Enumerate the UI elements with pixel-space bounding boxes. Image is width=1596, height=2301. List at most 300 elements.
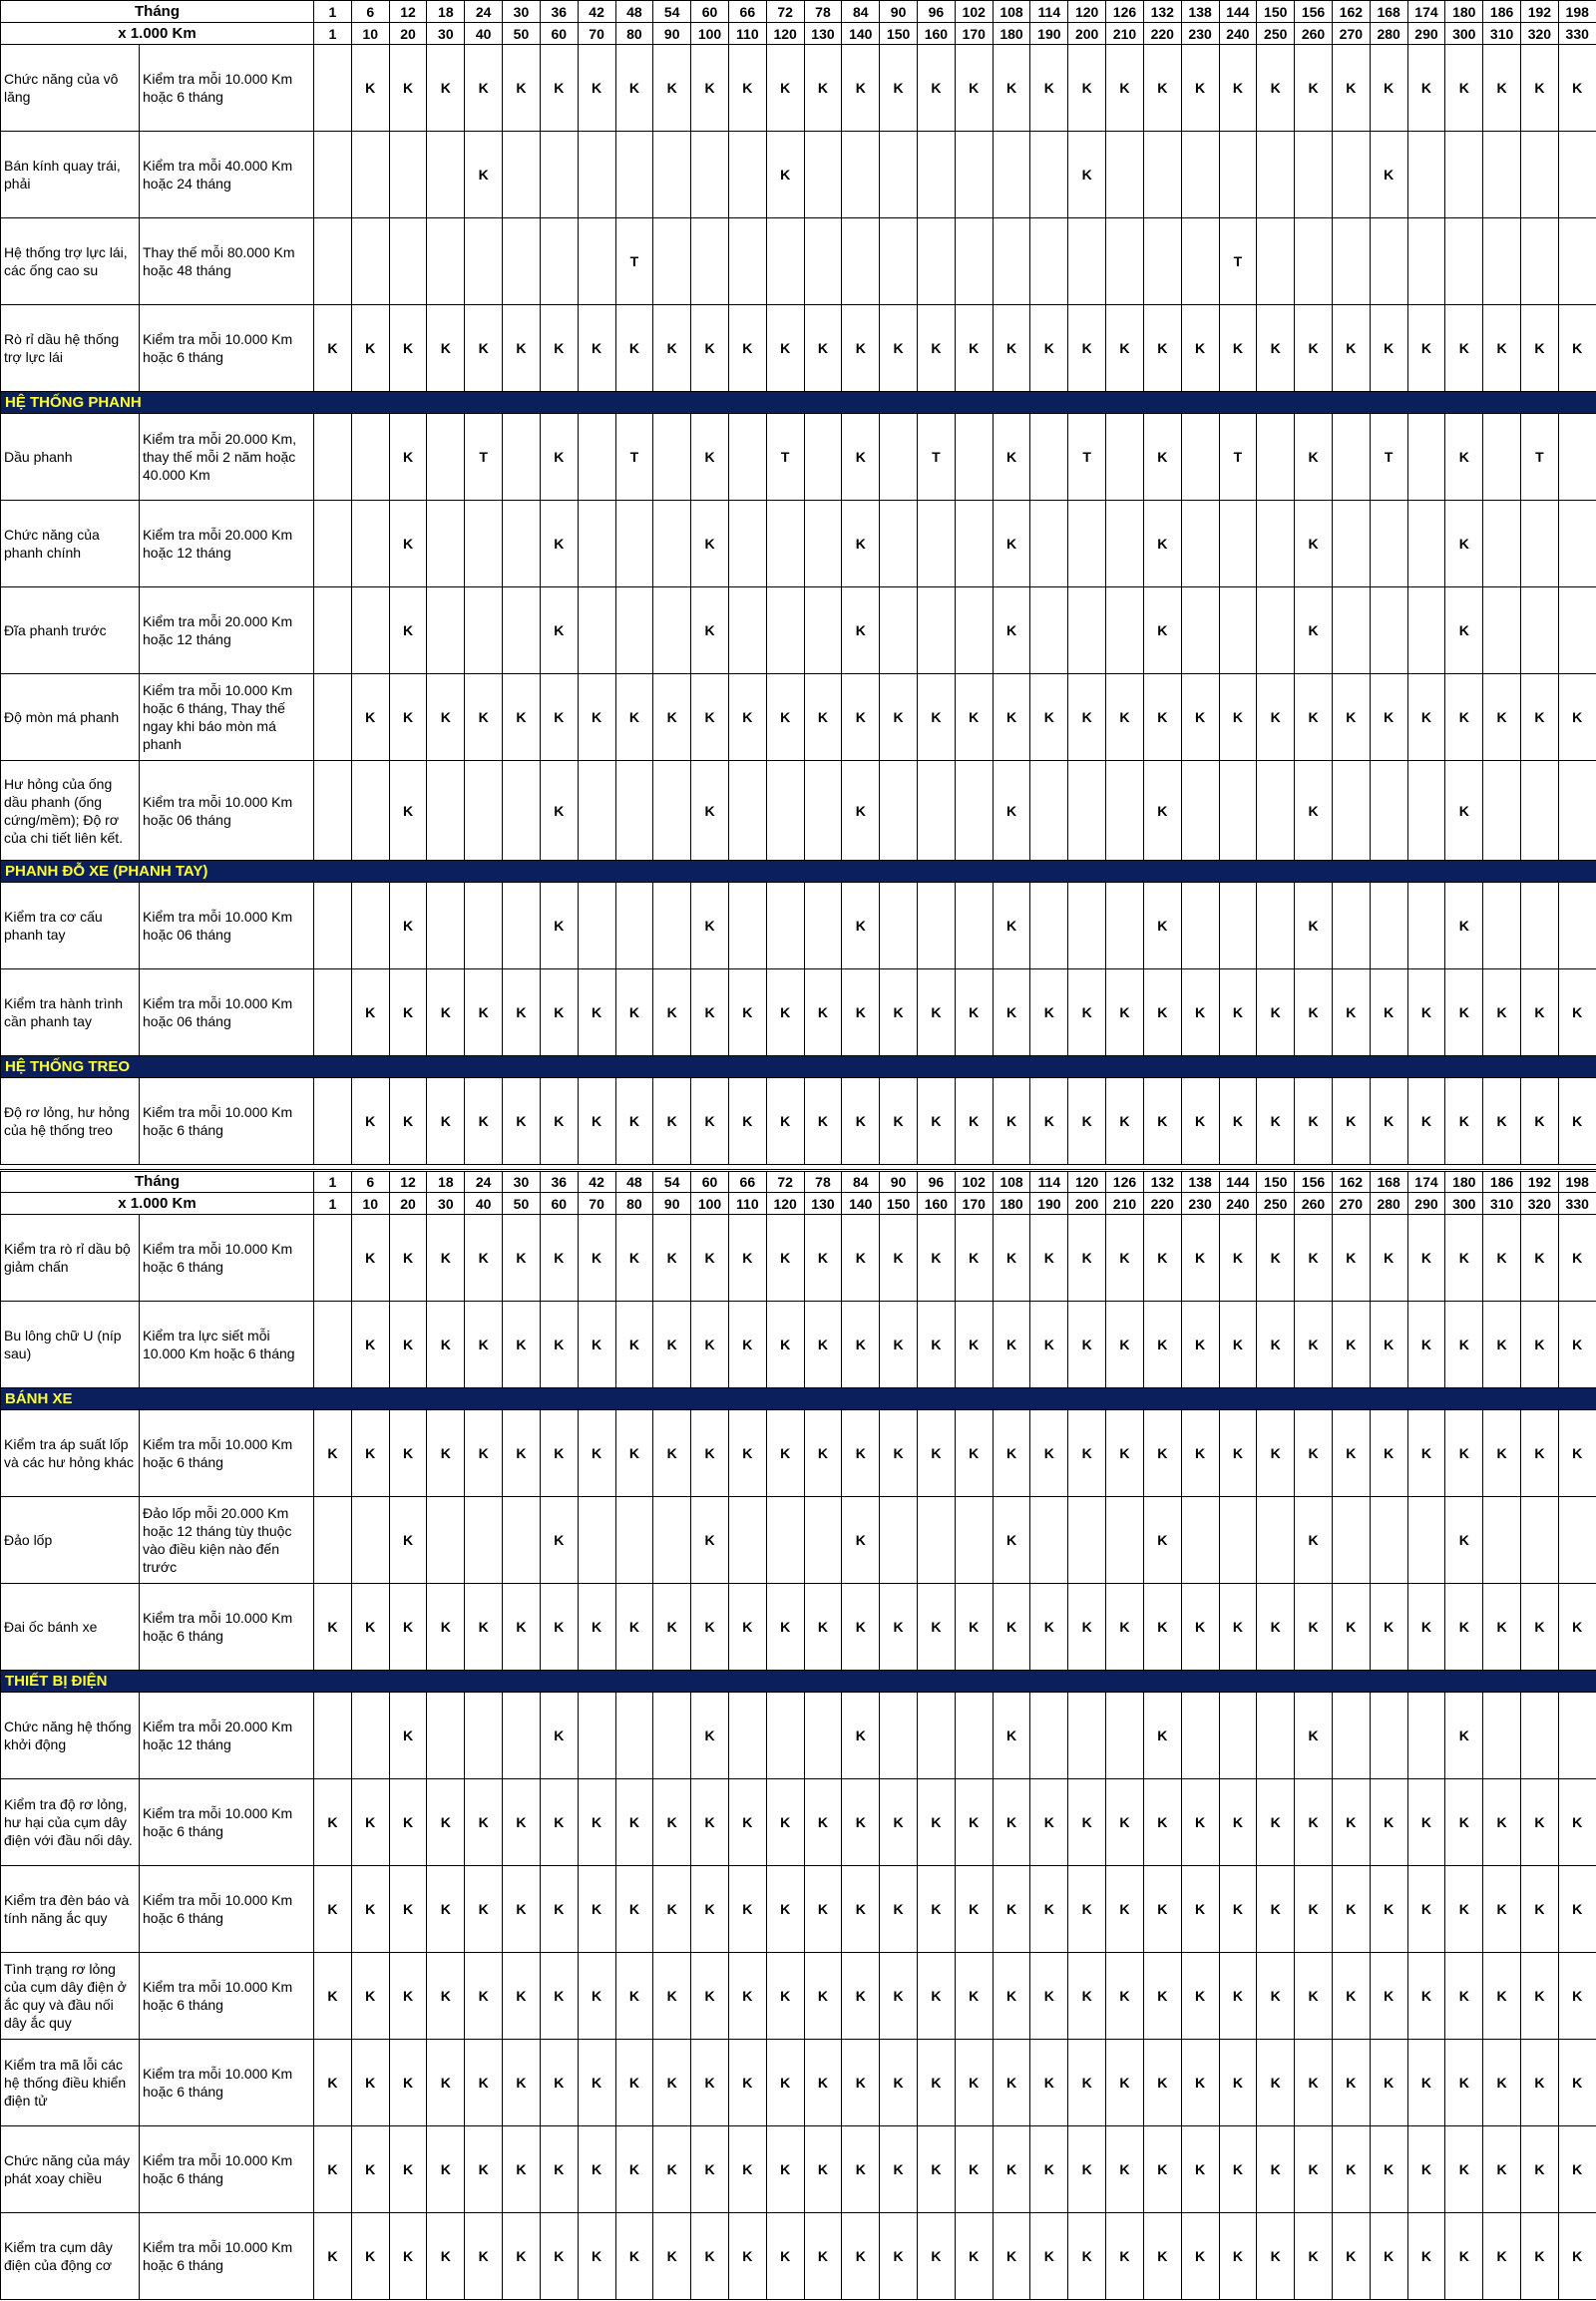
schedule-cell: K bbox=[578, 1078, 615, 1165]
schedule-cell: K bbox=[1295, 501, 1333, 587]
schedule-cell: K bbox=[1143, 45, 1181, 132]
interval-cell: Thay thế mỗi 80.000 Km hoặc 48 tháng bbox=[140, 218, 314, 305]
km-header-cell: 20 bbox=[389, 23, 427, 45]
item-name-cell: Chức năng của phanh chính bbox=[1, 501, 140, 587]
schedule-cell: K bbox=[842, 1866, 880, 1953]
schedule-cell: K bbox=[993, 1215, 1030, 1302]
month-header-cell: 12 bbox=[389, 1171, 427, 1193]
schedule-cell: K bbox=[993, 587, 1030, 674]
schedule-cell: K bbox=[1407, 2213, 1445, 2300]
schedule-cell bbox=[1483, 1693, 1521, 1779]
schedule-cell bbox=[314, 501, 352, 587]
schedule-cell bbox=[1370, 1693, 1407, 1779]
schedule-cell: K bbox=[918, 674, 956, 761]
month-header-cell: 66 bbox=[728, 1, 766, 23]
schedule-cell: K bbox=[1332, 2213, 1370, 2300]
interval-cell: Đảo lốp mỗi 20.000 Km hoặc 12 tháng tùy thuộc vào điều kiện nào đến trước bbox=[140, 1497, 314, 1584]
schedule-cell: K bbox=[1068, 45, 1106, 132]
schedule-cell: K bbox=[1295, 1410, 1333, 1497]
schedule-cell: K bbox=[1106, 1779, 1144, 1866]
schedule-cell: K bbox=[1068, 969, 1106, 1056]
month-header-cell: 96 bbox=[918, 1171, 956, 1193]
schedule-cell: K bbox=[389, 2126, 427, 2213]
schedule-cell: K bbox=[1068, 674, 1106, 761]
schedule-cell bbox=[1295, 132, 1333, 218]
schedule-cell bbox=[427, 883, 465, 969]
month-header-cell: 168 bbox=[1370, 1171, 1407, 1193]
schedule-cell: K bbox=[1030, 1410, 1068, 1497]
schedule-cell: K bbox=[578, 969, 615, 1056]
schedule-cell: K bbox=[427, 1866, 465, 1953]
schedule-cell: K bbox=[918, 2213, 956, 2300]
schedule-cell bbox=[1143, 132, 1181, 218]
schedule-cell: K bbox=[1143, 1497, 1181, 1584]
schedule-cell: K bbox=[1295, 1584, 1333, 1671]
schedule-cell: K bbox=[691, 587, 729, 674]
km-header-cell: 270 bbox=[1332, 1193, 1370, 1215]
schedule-cell bbox=[653, 132, 691, 218]
schedule-cell bbox=[955, 1693, 993, 1779]
schedule-cell bbox=[578, 883, 615, 969]
schedule-cell: K bbox=[1181, 1584, 1219, 1671]
schedule-cell: K bbox=[1558, 674, 1596, 761]
schedule-cell: K bbox=[1030, 305, 1068, 392]
schedule-cell: K bbox=[1445, 1693, 1483, 1779]
schedule-cell: K bbox=[993, 501, 1030, 587]
item-name-cell: Đĩa phanh trước bbox=[1, 587, 140, 674]
km-header-cell: 30 bbox=[427, 1193, 465, 1215]
km-header-cell: 250 bbox=[1257, 23, 1295, 45]
km-header-cell: 300 bbox=[1445, 23, 1483, 45]
month-header-cell: 84 bbox=[842, 1171, 880, 1193]
schedule-cell: K bbox=[993, 674, 1030, 761]
schedule-cell bbox=[804, 587, 842, 674]
schedule-cell: K bbox=[1030, 1866, 1068, 1953]
schedule-cell bbox=[1106, 761, 1144, 861]
schedule-cell: K bbox=[1143, 761, 1181, 861]
schedule-cell bbox=[804, 132, 842, 218]
schedule-cell bbox=[314, 674, 352, 761]
schedule-cell: K bbox=[1370, 2126, 1407, 2213]
schedule-cell: K bbox=[1558, 45, 1596, 132]
schedule-cell bbox=[842, 218, 880, 305]
item-name-cell: Dầu phanh bbox=[1, 414, 140, 501]
schedule-cell: K bbox=[427, 1302, 465, 1388]
schedule-cell bbox=[1030, 132, 1068, 218]
schedule-cell: K bbox=[465, 1866, 503, 1953]
schedule-cell: K bbox=[728, 1866, 766, 1953]
schedule-cell: K bbox=[540, 761, 578, 861]
interval-cell: Kiểm tra mỗi 10.000 Km hoặc 6 tháng bbox=[140, 2126, 314, 2213]
schedule-cell: K bbox=[1219, 1953, 1257, 2040]
schedule-cell: K bbox=[503, 1410, 541, 1497]
schedule-cell bbox=[1181, 218, 1219, 305]
schedule-cell: K bbox=[842, 1779, 880, 1866]
schedule-cell: K bbox=[918, 1410, 956, 1497]
schedule-cell: K bbox=[691, 674, 729, 761]
header-row-km bbox=[1, 1193, 1596, 1215]
schedule-cell: K bbox=[465, 1078, 503, 1165]
schedule-cell: K bbox=[1332, 2126, 1370, 2213]
schedule-cell bbox=[540, 132, 578, 218]
month-header-cell: 1 bbox=[314, 1171, 352, 1193]
km-header-cell: 200 bbox=[1068, 23, 1106, 45]
schedule-cell: T bbox=[1219, 414, 1257, 501]
item-name-cell: Đảo lốp bbox=[1, 1497, 140, 1584]
schedule-cell bbox=[1181, 1497, 1219, 1584]
item-name-cell: Chức năng hệ thống khởi động bbox=[1, 1693, 140, 1779]
schedule-cell: K bbox=[766, 674, 804, 761]
schedule-cell: K bbox=[1332, 674, 1370, 761]
schedule-cell bbox=[351, 501, 389, 587]
km-header-cell: 1 bbox=[314, 1193, 352, 1215]
schedule-cell: K bbox=[1445, 1078, 1483, 1165]
schedule-cell: K bbox=[691, 1410, 729, 1497]
schedule-cell: K bbox=[918, 1584, 956, 1671]
schedule-cell: K bbox=[918, 305, 956, 392]
schedule-cell: K bbox=[1068, 305, 1106, 392]
schedule-cell: T bbox=[766, 414, 804, 501]
schedule-cell: K bbox=[1295, 1693, 1333, 1779]
schedule-cell: K bbox=[955, 674, 993, 761]
schedule-cell bbox=[427, 761, 465, 861]
schedule-cell: K bbox=[804, 969, 842, 1056]
schedule-cell bbox=[1370, 587, 1407, 674]
schedule-cell: K bbox=[1295, 1215, 1333, 1302]
schedule-cell: K bbox=[1219, 674, 1257, 761]
schedule-cell: K bbox=[1181, 1866, 1219, 1953]
schedule-cell bbox=[314, 45, 352, 132]
item-name-cell: Hư hỏng của ống dầu phanh (ống cứng/mềm); Độ rơ của chi tiết liên kết. bbox=[1, 761, 140, 861]
schedule-cell: K bbox=[1143, 883, 1181, 969]
schedule-cell: K bbox=[1407, 2040, 1445, 2126]
schedule-cell: K bbox=[503, 1584, 541, 1671]
schedule-cell: K bbox=[691, 1584, 729, 1671]
month-header-cell: 120 bbox=[1068, 1171, 1106, 1193]
schedule-cell: K bbox=[1030, 2126, 1068, 2213]
schedule-cell: K bbox=[1558, 305, 1596, 392]
schedule-cell bbox=[351, 1693, 389, 1779]
km-header-cell: 150 bbox=[880, 1193, 918, 1215]
schedule-cell: K bbox=[389, 969, 427, 1056]
schedule-cell: K bbox=[880, 1953, 918, 2040]
schedule-cell: K bbox=[1407, 674, 1445, 761]
schedule-cell bbox=[993, 132, 1030, 218]
schedule-cell: K bbox=[842, 1693, 880, 1779]
schedule-cell bbox=[804, 1497, 842, 1584]
schedule-cell: K bbox=[578, 2213, 615, 2300]
interval-cell: Kiểm tra mỗi 10.000 Km hoặc 06 tháng bbox=[140, 761, 314, 861]
schedule-cell: K bbox=[728, 1953, 766, 2040]
schedule-cell bbox=[1143, 218, 1181, 305]
month-header-cell: 90 bbox=[880, 1, 918, 23]
schedule-cell bbox=[1407, 1497, 1445, 1584]
schedule-cell: K bbox=[1370, 1584, 1407, 1671]
schedule-cell: K bbox=[1445, 2040, 1483, 2126]
schedule-cell: K bbox=[804, 1953, 842, 2040]
km-header-label: x 1.000 Km bbox=[1, 1193, 314, 1215]
schedule-cell: K bbox=[1370, 1953, 1407, 2040]
schedule-cell: K bbox=[766, 1215, 804, 1302]
km-header-cell: 90 bbox=[653, 1193, 691, 1215]
months-header-label: Tháng bbox=[1, 1, 314, 23]
schedule-cell: K bbox=[1445, 969, 1483, 1056]
schedule-cell: K bbox=[427, 2213, 465, 2300]
schedule-cell: K bbox=[389, 305, 427, 392]
month-header-cell: 72 bbox=[766, 1, 804, 23]
schedule-cell: K bbox=[1030, 1302, 1068, 1388]
schedule-cell bbox=[728, 1693, 766, 1779]
schedule-cell: K bbox=[691, 305, 729, 392]
month-header-cell: 162 bbox=[1332, 1171, 1370, 1193]
interval-cell: Kiểm tra mỗi 10.000 Km hoặc 6 tháng, Thay thế ngay khi báo mòn má phanh bbox=[140, 674, 314, 761]
schedule-cell bbox=[1558, 414, 1596, 501]
schedule-cell bbox=[1181, 501, 1219, 587]
km-header-cell: 190 bbox=[1030, 23, 1068, 45]
schedule-cell: K bbox=[1558, 1953, 1596, 2040]
month-header-cell: 108 bbox=[993, 1171, 1030, 1193]
schedule-cell: K bbox=[540, 1953, 578, 2040]
schedule-cell bbox=[1332, 761, 1370, 861]
km-header-cell: 220 bbox=[1143, 1193, 1181, 1215]
section-title: BÁNH XE bbox=[1, 1388, 1596, 1410]
schedule-cell: K bbox=[880, 1302, 918, 1388]
schedule-cell bbox=[1181, 761, 1219, 861]
schedule-cell bbox=[1030, 587, 1068, 674]
schedule-cell: K bbox=[465, 2126, 503, 2213]
schedule-cell bbox=[804, 218, 842, 305]
interval-cell: Kiểm tra mỗi 10.000 Km hoặc 6 tháng bbox=[140, 1584, 314, 1671]
schedule-cell: K bbox=[1370, 1302, 1407, 1388]
schedule-cell: K bbox=[389, 1584, 427, 1671]
schedule-cell: K bbox=[1219, 969, 1257, 1056]
schedule-cell bbox=[351, 132, 389, 218]
table-row bbox=[1, 1866, 1596, 1953]
schedule-cell: K bbox=[804, 1584, 842, 1671]
schedule-cell bbox=[1068, 761, 1106, 861]
schedule-cell: K bbox=[1445, 1584, 1483, 1671]
schedule-cell: K bbox=[615, 305, 653, 392]
schedule-cell: K bbox=[465, 1953, 503, 2040]
schedule-cell: K bbox=[918, 1779, 956, 1866]
schedule-cell: K bbox=[351, 1584, 389, 1671]
table-row bbox=[1, 45, 1596, 132]
schedule-cell: K bbox=[993, 2040, 1030, 2126]
interval-cell: Kiểm tra mỗi 40.000 Km hoặc 24 tháng bbox=[140, 132, 314, 218]
km-header-cell: 240 bbox=[1219, 1193, 1257, 1215]
schedule-cell bbox=[1030, 883, 1068, 969]
schedule-cell: K bbox=[1521, 1953, 1559, 2040]
schedule-cell: K bbox=[1219, 1584, 1257, 1671]
schedule-cell: K bbox=[1106, 2040, 1144, 2126]
schedule-cell bbox=[728, 761, 766, 861]
schedule-cell bbox=[503, 883, 541, 969]
interval-cell: Kiểm tra mỗi 20.000 Km hoặc 12 tháng bbox=[140, 501, 314, 587]
schedule-cell: K bbox=[578, 1953, 615, 2040]
schedule-cell: K bbox=[691, 1078, 729, 1165]
schedule-cell: K bbox=[1257, 1410, 1295, 1497]
schedule-cell: K bbox=[389, 674, 427, 761]
schedule-cell: K bbox=[842, 587, 880, 674]
schedule-cell: K bbox=[955, 1410, 993, 1497]
schedule-cell: K bbox=[540, 1693, 578, 1779]
schedule-cell bbox=[1068, 501, 1106, 587]
schedule-cell: K bbox=[1332, 1584, 1370, 1671]
item-name-cell: Kiểm tra độ rơ lỏng, hư hại của cụm dây điện với đầu nối dây. bbox=[1, 1779, 140, 1866]
schedule-cell: K bbox=[1483, 1866, 1521, 1953]
schedule-cell bbox=[880, 1497, 918, 1584]
schedule-cell bbox=[578, 501, 615, 587]
month-header-cell: 96 bbox=[918, 1, 956, 23]
schedule-cell bbox=[1407, 1693, 1445, 1779]
schedule-cell: K bbox=[993, 1302, 1030, 1388]
schedule-cell bbox=[653, 414, 691, 501]
month-header-cell: 30 bbox=[503, 1171, 541, 1193]
schedule-cell: K bbox=[1181, 674, 1219, 761]
schedule-cell: K bbox=[503, 1866, 541, 1953]
schedule-table bbox=[0, 1169, 1596, 2300]
month-header-cell: 102 bbox=[955, 1, 993, 23]
schedule-cell: K bbox=[314, 1410, 352, 1497]
month-header-cell: 48 bbox=[615, 1171, 653, 1193]
section-title: THIẾT BỊ ĐIỆN bbox=[1, 1671, 1596, 1693]
schedule-cell: K bbox=[1521, 1302, 1559, 1388]
schedule-cell bbox=[578, 587, 615, 674]
schedule-cell: K bbox=[1445, 1215, 1483, 1302]
km-header-cell: 120 bbox=[766, 1193, 804, 1215]
item-name-cell: Bu lông chữ U (níp sau) bbox=[1, 1302, 140, 1388]
month-header-cell: 132 bbox=[1143, 1, 1181, 23]
schedule-cell: K bbox=[1068, 2126, 1106, 2213]
schedule-cell bbox=[955, 883, 993, 969]
schedule-cell bbox=[1257, 761, 1295, 861]
schedule-cell: K bbox=[1521, 2213, 1559, 2300]
schedule-cell bbox=[1332, 587, 1370, 674]
month-header-cell: 156 bbox=[1295, 1171, 1333, 1193]
schedule-cell: K bbox=[653, 305, 691, 392]
schedule-cell: K bbox=[1521, 2126, 1559, 2213]
schedule-cell: K bbox=[1143, 1078, 1181, 1165]
schedule-cell bbox=[578, 218, 615, 305]
schedule-cell: K bbox=[1295, 1302, 1333, 1388]
schedule-cell: K bbox=[1143, 501, 1181, 587]
schedule-cell: K bbox=[653, 1215, 691, 1302]
schedule-cell: K bbox=[1407, 1302, 1445, 1388]
month-header-cell: 150 bbox=[1257, 1171, 1295, 1193]
schedule-cell bbox=[766, 1497, 804, 1584]
schedule-cell: K bbox=[691, 1953, 729, 2040]
schedule-cell bbox=[314, 1215, 352, 1302]
schedule-cell bbox=[1257, 587, 1295, 674]
schedule-cell bbox=[691, 132, 729, 218]
schedule-cell: K bbox=[993, 1779, 1030, 1866]
schedule-cell bbox=[1332, 501, 1370, 587]
schedule-cell bbox=[615, 1497, 653, 1584]
schedule-cell: K bbox=[1295, 2126, 1333, 2213]
schedule-cell: K bbox=[1219, 305, 1257, 392]
schedule-cell: K bbox=[1370, 1078, 1407, 1165]
schedule-cell: K bbox=[1370, 305, 1407, 392]
schedule-cell: K bbox=[691, 2213, 729, 2300]
km-header-cell: 230 bbox=[1181, 1193, 1219, 1215]
schedule-cell bbox=[880, 132, 918, 218]
table-row bbox=[1, 761, 1596, 861]
schedule-cell: K bbox=[728, 1410, 766, 1497]
schedule-cell: K bbox=[1068, 2040, 1106, 2126]
schedule-cell: K bbox=[918, 1953, 956, 2040]
schedule-cell: K bbox=[993, 1866, 1030, 1953]
schedule-cell bbox=[1445, 218, 1483, 305]
schedule-cell: K bbox=[653, 2040, 691, 2126]
schedule-cell: K bbox=[993, 761, 1030, 861]
item-name-cell: Chức năng của máy phát xoay chiều bbox=[1, 2126, 140, 2213]
schedule-cell bbox=[653, 761, 691, 861]
km-header-cell: 130 bbox=[804, 1193, 842, 1215]
interval-cell: Kiểm tra mỗi 20.000 Km hoặc 12 tháng bbox=[140, 1693, 314, 1779]
schedule-cell: K bbox=[389, 2040, 427, 2126]
schedule-cell bbox=[653, 587, 691, 674]
schedule-cell: K bbox=[1445, 305, 1483, 392]
km-header-cell: 80 bbox=[615, 23, 653, 45]
schedule-cell: K bbox=[1370, 1779, 1407, 1866]
schedule-cell: K bbox=[1219, 1866, 1257, 1953]
schedule-cell: K bbox=[1407, 45, 1445, 132]
schedule-cell: K bbox=[1483, 1078, 1521, 1165]
schedule-cell bbox=[918, 883, 956, 969]
schedule-cell: K bbox=[1332, 1953, 1370, 2040]
schedule-cell: K bbox=[804, 45, 842, 132]
schedule-cell bbox=[314, 132, 352, 218]
schedule-cell bbox=[1332, 883, 1370, 969]
schedule-cell: K bbox=[1483, 2126, 1521, 2213]
schedule-cell: K bbox=[918, 1866, 956, 1953]
month-header-cell: 150 bbox=[1257, 1, 1295, 23]
schedule-cell: K bbox=[728, 2213, 766, 2300]
item-name-cell: Kiểm tra áp suất lốp và các hư hỏng khác bbox=[1, 1410, 140, 1497]
item-name-cell: Độ rơ lỏng, hư hỏng của hệ thống treo bbox=[1, 1078, 140, 1165]
schedule-cell: K bbox=[1143, 2213, 1181, 2300]
schedule-cell: K bbox=[1407, 1866, 1445, 1953]
schedule-cell: K bbox=[1295, 1779, 1333, 1866]
schedule-cell: K bbox=[1219, 2213, 1257, 2300]
table-row bbox=[1, 2126, 1596, 2213]
schedule-cell bbox=[1521, 132, 1559, 218]
schedule-cell: K bbox=[465, 674, 503, 761]
schedule-cell: K bbox=[389, 883, 427, 969]
month-header-cell: 54 bbox=[653, 1171, 691, 1193]
schedule-cell: T bbox=[615, 414, 653, 501]
schedule-cell: K bbox=[691, 1215, 729, 1302]
schedule-cell: K bbox=[427, 674, 465, 761]
schedule-cell: K bbox=[1445, 1866, 1483, 1953]
schedule-cell: K bbox=[615, 1866, 653, 1953]
month-header-cell: 6 bbox=[351, 1, 389, 23]
schedule-cell: K bbox=[691, 1497, 729, 1584]
schedule-cell: K bbox=[314, 2126, 352, 2213]
interval-cell: Kiểm tra mỗi 10.000 Km hoặc 6 tháng bbox=[140, 2040, 314, 2126]
month-header-cell: 174 bbox=[1407, 1, 1445, 23]
schedule-cell: K bbox=[1219, 2126, 1257, 2213]
schedule-cell: K bbox=[691, 1302, 729, 1388]
months-header-label: Tháng bbox=[1, 1171, 314, 1193]
schedule-cell bbox=[427, 132, 465, 218]
schedule-cell bbox=[503, 1693, 541, 1779]
km-header-cell: 260 bbox=[1295, 1193, 1333, 1215]
schedule-cell bbox=[766, 761, 804, 861]
month-header-cell: 114 bbox=[1030, 1171, 1068, 1193]
km-header-cell: 40 bbox=[465, 1193, 503, 1215]
schedule-cell: K bbox=[1181, 1779, 1219, 1866]
